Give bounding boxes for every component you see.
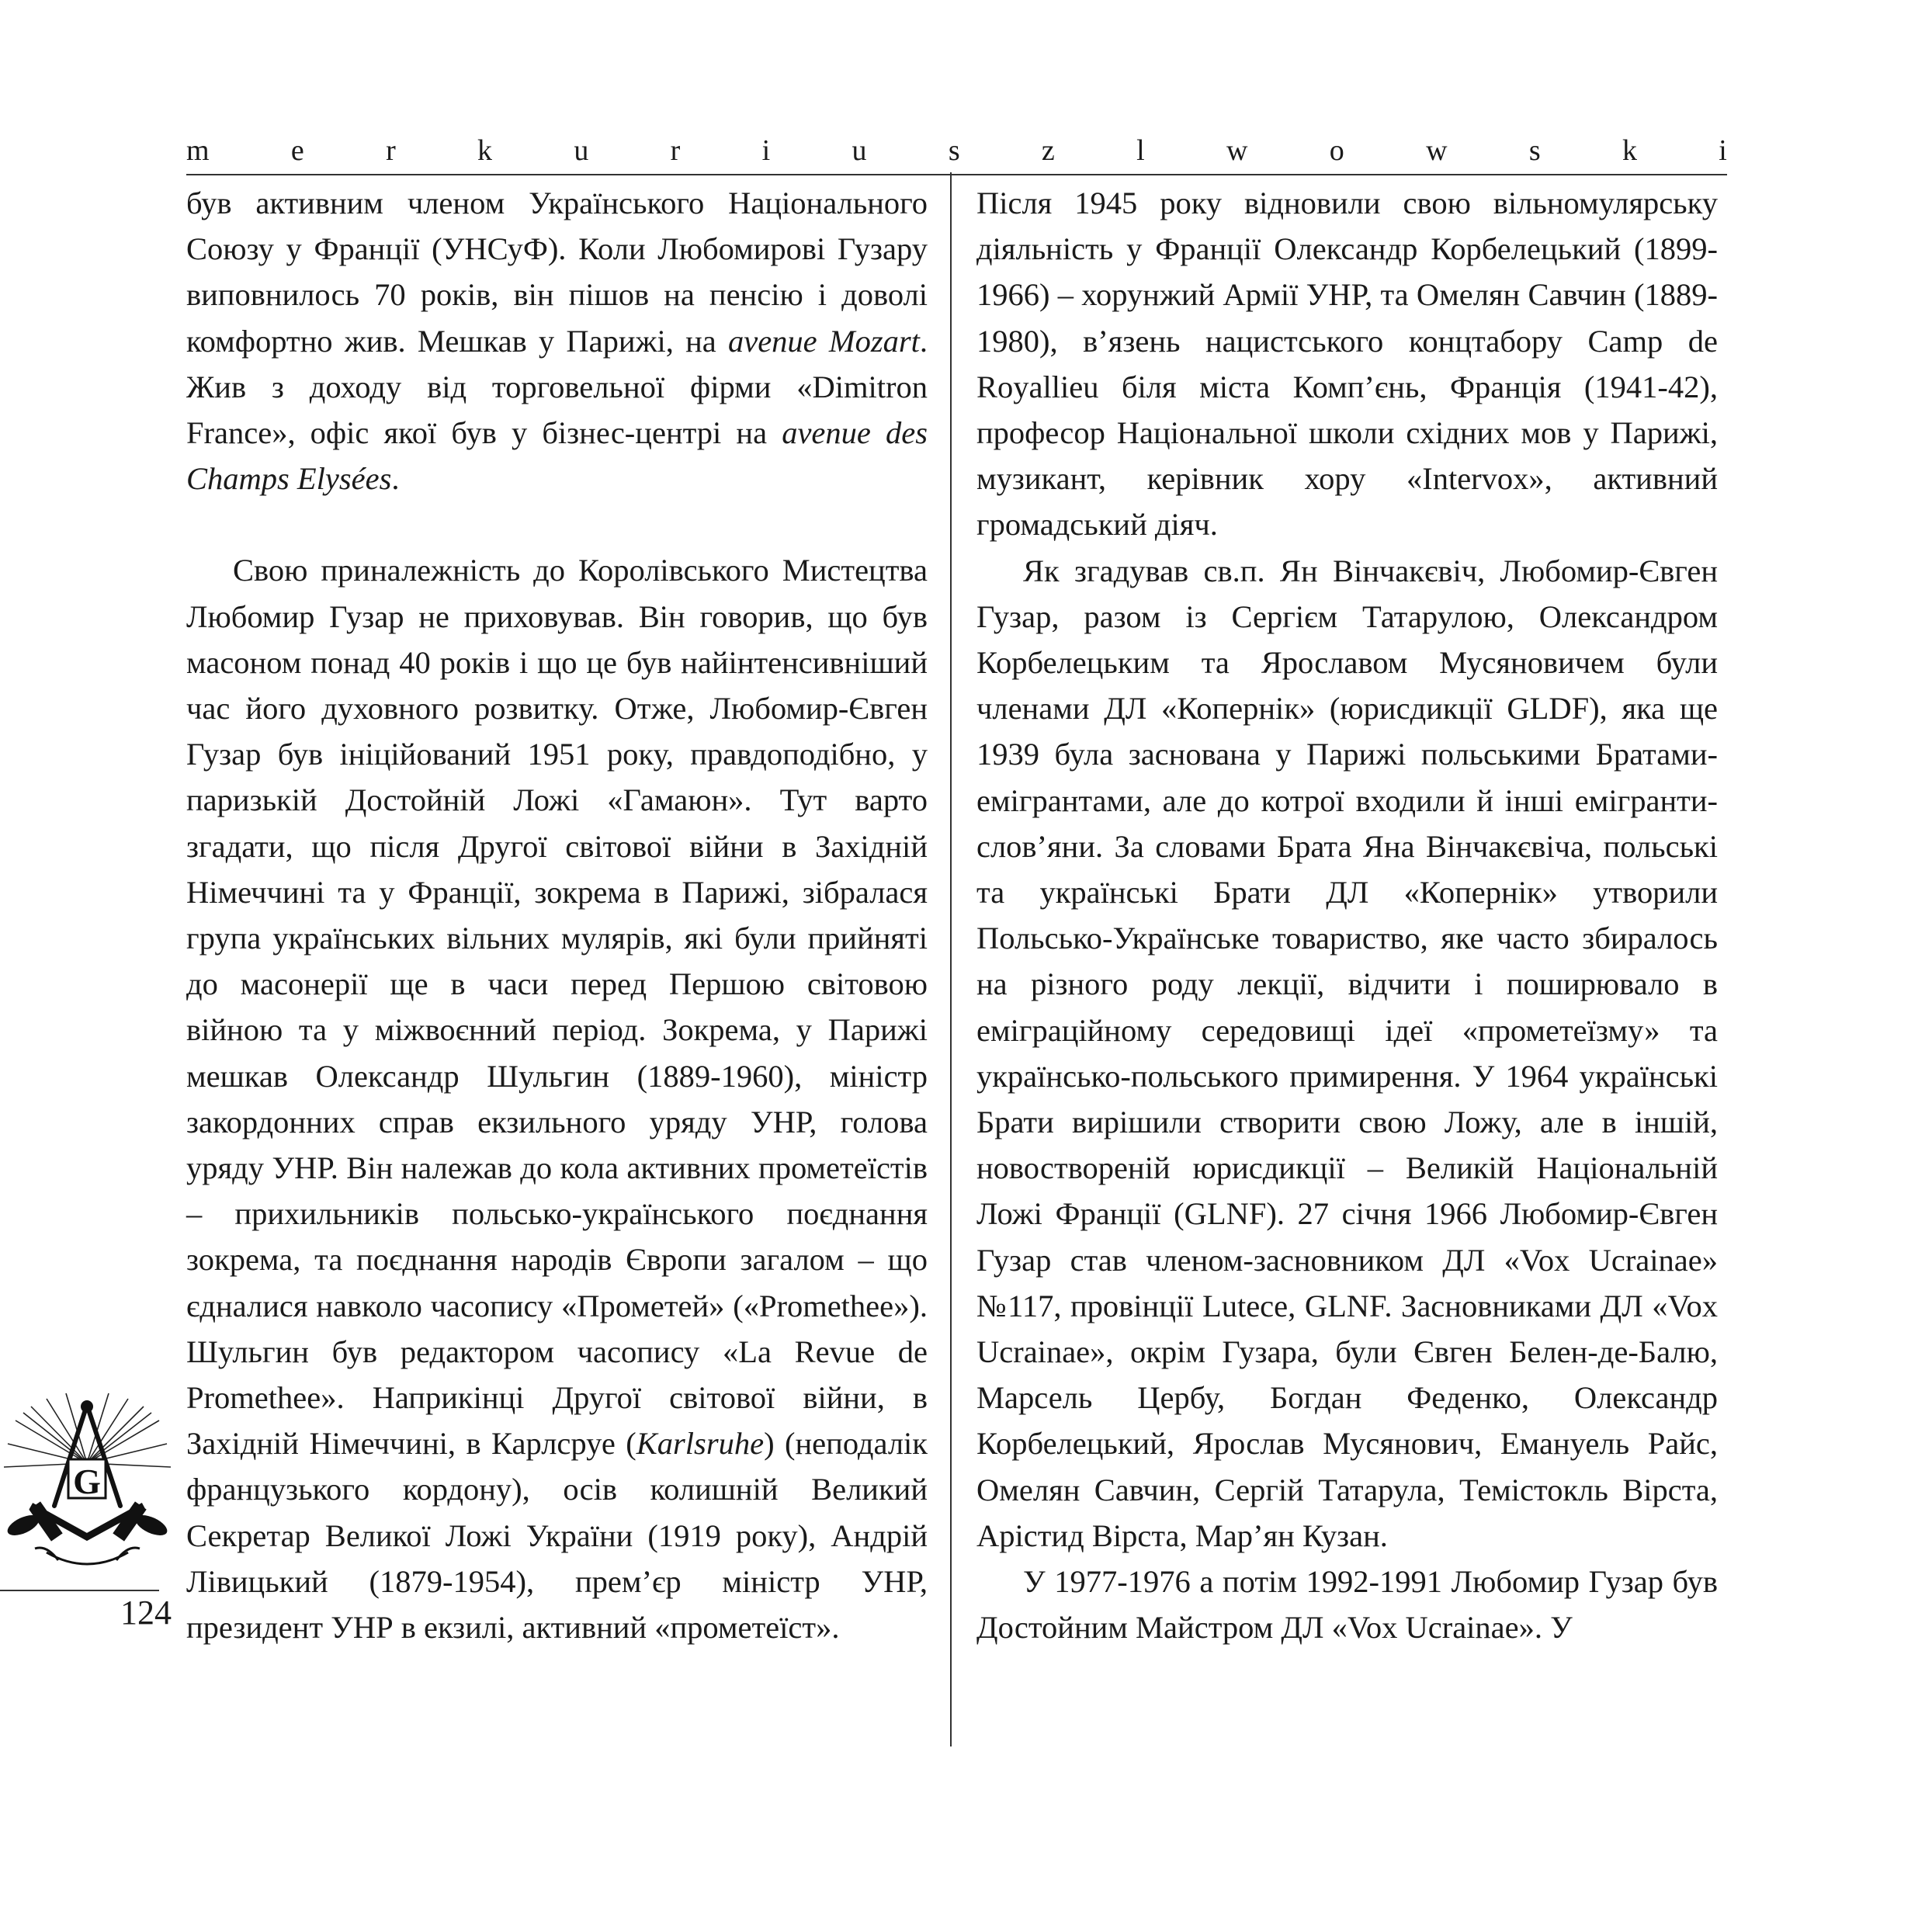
header-letter: m — [186, 134, 210, 167]
text-run: був активним членом Українського Національного Союзу у Франції (УНСуФ). Коли Любомирові Гузару виповнилось 70 років, він пішов на пенсію і доволі комфортно жив. Мешкав у Парижі, на — [186, 186, 928, 359]
paragraph: Після 1945 року відновили свою вільномулярську діяльність у Франції Олександр Корбелецький (1899-1966) – хорунжий Армії УНР, та Омелян Савчин (1889-1980), в’язень нацистського концтабору Camp de Royallieu біля міста Комп’єнь, Франція (1941-42), професор Національної школи східних мов у Парижі, музикант, керівник хору «Intervox», активний громадський діяч. — [976, 186, 1718, 543]
square-and-compass-g-emblem-icon — [0, 1389, 175, 1576]
italic-text: Karlsruhe — [636, 1426, 765, 1462]
page-number: 124 — [120, 1594, 172, 1632]
text-run: . — [391, 461, 400, 497]
paragraph — [186, 547, 928, 1650]
header-letter: k — [1622, 134, 1637, 167]
header-letter: e — [290, 134, 304, 167]
header-letter: r — [670, 134, 681, 167]
header-rule — [186, 174, 1727, 175]
column-divider — [950, 172, 952, 1746]
svg-text:G: G — [73, 1462, 101, 1501]
header-letter: l — [1136, 134, 1145, 167]
header-letter: r — [386, 134, 396, 167]
italic-text: avenue des Champs Elysées — [186, 415, 928, 497]
paragraph-gap — [186, 501, 928, 547]
text-run: . Жив з доходу від торговельної фірми «Dimitron France», офіс якої був у бізнес-центрі на — [186, 323, 928, 451]
paragraph: Як згадував св.п. Ян Вінчакєвіч, Любомир-Євген Гузар, разом із Сергієм Татарулою, Олександром Корбелецьким та Ярославом Мусяновичем були членами ДЛ «Копернік» (юрисдикції GLDF), яка ще 1939 була заснована у Парижі польськими Братами-емігрантами, але до котрої входили й інші емігранти-слов’яни. За словами Брата Яна Вінчакєвіча, польські та українські Брати ДЛ «Копернік» утворили Польсько-Українське товариство, яке часто збиралось на різного роду лекції, відчити і поширювало в еміграційному середовищі ідеї «прометеїзму» та українсько-польського примирення. У 1964 українські Брати вирішили створити свою Ложу, але в іншій, новоствореній юрисдикції – Великій Національній Ложі Франції (GLNF). 27 січня 1966 Любомир-Євген Гузар став членом-засновником ДЛ «Vox Ucrainae» №117, провінції Lutece, GLNF. Засновниками ДЛ «Vox Ucrainae», окрім Гузара, були Євген Белен-де-Балю, Марсель Цербу, Богдан Феденко, Олександр Корбелецький, Ярослав Мусянович, Емануель Райс, Омелян Савчин, Сергій Татарула, Темістокль Вірста, Арістид Вірста, Мар’ян Кузан. — [976, 553, 1718, 1553]
header-letter: i — [1719, 134, 1727, 167]
text-run: ) (неподалік французького кордону), осів колишній Великий Секретар Великої Ложі України (1919 року), Андрій Лівицький (1879-1954), прем’єр міністр УНР, президент УНР в екзилі, активний «прометеїст». — [186, 1426, 928, 1646]
header-letter: o — [1329, 134, 1344, 167]
header-letter: z — [1041, 134, 1055, 167]
header-letter: s — [948, 134, 960, 167]
paragraph — [186, 180, 928, 501]
header-letter: s — [1528, 134, 1541, 167]
left-column — [186, 180, 928, 1650]
right-column — [976, 180, 1718, 1651]
running-header — [186, 132, 1727, 169]
header-letter: w — [1226, 134, 1248, 167]
header-letter: u — [852, 134, 867, 167]
paragraph: У 1977-1976 а потім 1992-1991 Любомир Гузар був Достойним Майстром ДЛ «Vox Ucrainae». У — [976, 1564, 1718, 1646]
header-letter: k — [477, 134, 493, 167]
header-letter: u — [574, 134, 589, 167]
header-letter: i — [761, 134, 771, 167]
text-run: Свою приналежність до Королівського Мистецтва Любомир Гузар не приховував. Він говорив, що був масоном понад 40 років і що це був найінтенсивніший час його духовного розвитку. Отже, Любомир-Євген Гузар був ініційований 1951 року, правдоподібно, у паризькій Достойній Ложі «Гамаюн». Тут варто згадати, що після Другої світової війни в Західній Німеччині та у Франції, зокрема в Парижі, зібралася група українських вільних мулярів, які були прийняті до масонерії ще в часи перед Першою світовою війною та у міжвоєнний період. Зокрема, у Парижі мешкав Олександр Шульгин (1889-1960), міністр закордонних справ екзильного уряду УНР, голова уряду УНР. Він належав до кола активних прометеїстів – прихильників польсько-українського поєднання зокрема, та поєднання народів Європи загалом – що єдналися навколо часопису «Прометей» («Promethee»). Шульгин був редактором часопису «La Revue de Promethee». Наприкінці Другої світової війни, в Західній Німеччині, в Карлсруе ( — [186, 553, 928, 1462]
italic-text: avenue Mozart — [727, 323, 920, 359]
header-letter: w — [1426, 134, 1448, 167]
